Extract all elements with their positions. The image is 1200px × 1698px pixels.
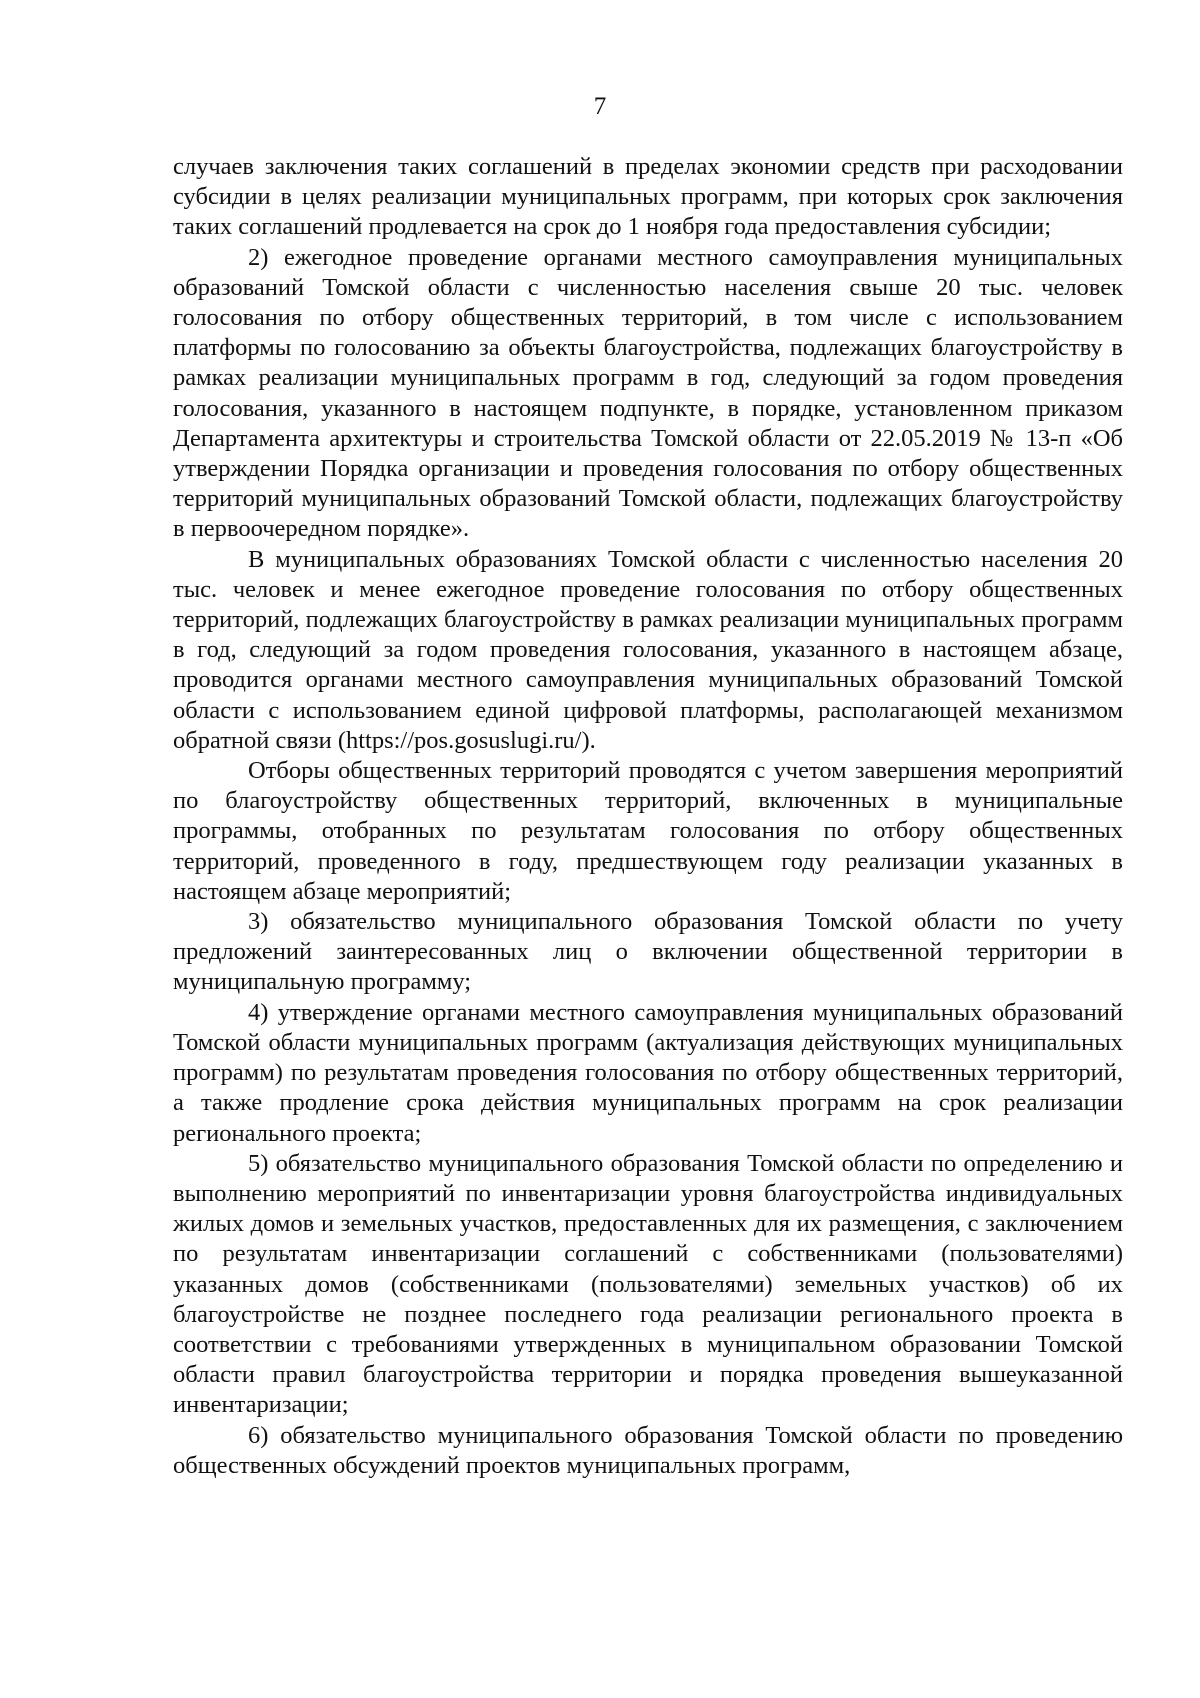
paragraph-item-5: 5) обязательство муниципального образования Томской области по определению и выполнению мероприятий по инвентаризации уровня благоустройства индивидуальных жилых домов и земельных участков, предоставленных для их размещения, с заключением по результатам инвентаризации соглашений с собственниками (пользователями) указанных домов (собственниками (пользователями) земельных участков) об их благоустройстве не позднее последнего года реализации регионального проекта в соответствии с требованиями утвержденных в муниципальном образовании Томской области правил благоустройства территории и порядка проведения вышеуказанной инвентаризации; (173, 1149, 1123, 1419)
paragraph-item-2: 2) ежегодное проведение органами местного самоуправления муниципальных образований Томской области с численностью населения свыше 20 тыс. человек голосования по отбору общественных территорий, в том числе с использованием платформы по голосованию за объекты благоустройства, подлежащих благоустройству в рамках реализации муниципальных программ в год, следующий за годом проведения голосования, указанного в настоящем подпункте, в порядке, установленном приказом Департамента архитектуры и строительства Томской области от 22.05.2019 № 13-п «Об утверждении Порядка организации и проведения голосования по отбору общественных территорий муниципальных образований Томской области, подлежащих благоустройству в первоочередном порядке». (173, 243, 1123, 543)
paragraph-item-6: 6) обязательство муниципального образования Томской области по проведению общественных обсуждений проектов муниципальных программ, (173, 1421, 1123, 1479)
document-body (173, 152, 1123, 1481)
page-number: 7 (593, 93, 607, 120)
paragraph-item-4: 4) утверждение органами местного самоуправления муниципальных образований Томской области муниципальных программ (актуализация действующих муниципальных программ) по результатам проведения голосования по отбору общественных территорий, а также продление срока действия муниципальных программ на срок реализации регионального проекта; (173, 998, 1123, 1147)
paragraph-small-municipalities: В муниципальных образованиях Томской области с численностью населения 20 тыс. человек и менее ежегодное проведение голосования по отбору общественных территорий, подлежащих благоустройству в рамках реализации муниципальных программ в год, следующий за годом проведения голосования, указанного в настоящем абзаце, проводится органами местного самоуправления муниципальных образований Томской области с использованием единой цифровой платформы, располагающей механизмом обратной связи (https://pos.gosuslugi.ru/). (173, 545, 1123, 754)
paragraph-selection-rules: Отборы общественных территорий проводятся с учетом завершения мероприятий по благоустройству общественных территорий, включенных в муниципальные программы, отобранных по результатам голосования по отбору общественных территорий, проведенного в году, предшествующем году реализации указанных в настоящем абзаце мероприятий; (173, 757, 1123, 905)
paragraph-item-3: 3) обязательство муниципального образования Томской области по учету предложений заинтересованных лиц о включении общественной территории в муниципальную программу; (173, 908, 1123, 996)
paragraph-continuation: случаев заключения таких соглашений в пределах экономии средств при расходовании субсидии в целях реализации муниципальных программ, при которых срок заключения таких соглашений продлевается на срок до 1 ноября года предоставления субсидии; (173, 153, 1123, 241)
